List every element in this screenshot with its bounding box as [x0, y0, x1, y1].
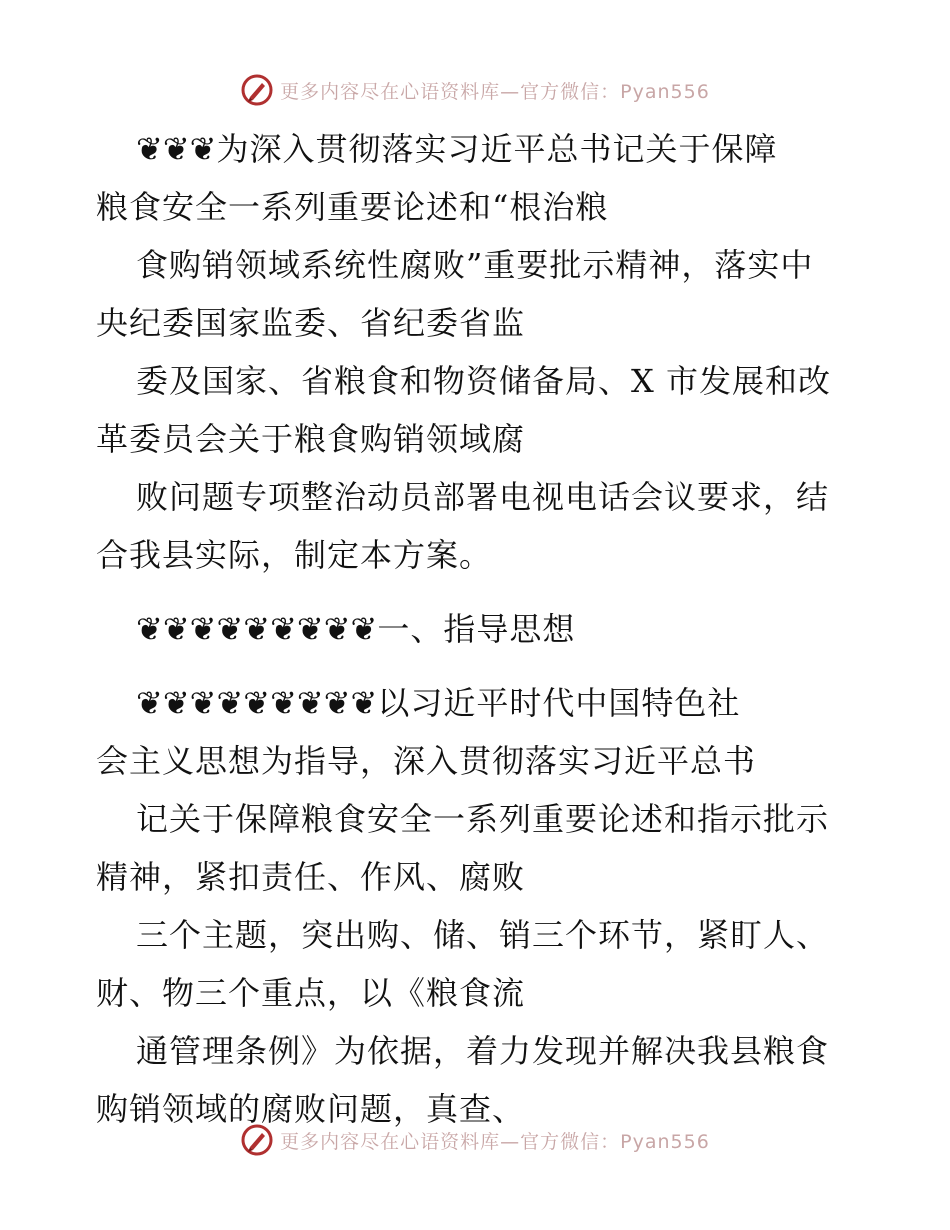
line-text: 食购销领域系统性腐败”重要批示精神，落实中 — [136, 246, 814, 284]
text-line — [96, 674, 856, 732]
line-text: 财、物三个重点，以《粮食流 — [96, 974, 526, 1012]
paragraph-heading-1 — [96, 600, 856, 658]
line-text: 央纪委国家监委、省纪委省监 — [96, 304, 526, 342]
document-body — [96, 120, 856, 1138]
text-line — [96, 964, 856, 1022]
text-line — [96, 178, 856, 236]
watermark-text: 更多内容尽在心语资料库—官方微信：Pyan556 — [280, 80, 710, 103]
watermark-footer — [0, 1120, 950, 1160]
text-line — [96, 1022, 856, 1080]
text-line — [96, 732, 856, 790]
paragraph-guiding-thought — [96, 674, 856, 1138]
line-text: 会主义思想为指导，深入贯彻落实习近平总书 — [96, 742, 757, 780]
text-line — [96, 294, 856, 352]
line-text: 粮食安全一系列重要论述和“根治粮 — [96, 188, 609, 226]
line-text: 购销领域的腐败问题，真查、 — [96, 1090, 526, 1128]
line-text: 记关于保障粮食安全一系列重要论述和指示批示 — [136, 800, 830, 838]
text-line — [96, 848, 856, 906]
line-text: 以习近平时代中国特色社 — [377, 684, 741, 722]
pen-in-circle-icon — [240, 73, 274, 107]
text-line — [96, 468, 856, 526]
fleuron-ornament: ❦❦❦ — [136, 130, 217, 168]
fleuron-ornament: ❦❦❦❦❦❦❦❦❦ — [136, 684, 378, 722]
text-line — [96, 120, 856, 178]
line-text: 精神，紧扣责任、作风、腐败 — [96, 858, 526, 896]
line-text: 败问题专项整治动员部署电视电话会议要求，结 — [136, 478, 830, 516]
paragraph-intro — [96, 120, 856, 584]
text-line — [96, 352, 856, 410]
fleuron-ornament: ❦❦❦❦❦❦❦❦❦ — [136, 610, 378, 648]
line-text: 为深入贯彻落实习近平总书记关于保障 — [216, 130, 778, 168]
line-text: 革委员会关于粮食购销领域腐 — [96, 420, 526, 458]
text-line — [96, 526, 856, 584]
text-line — [96, 410, 856, 468]
line-text: 一、指导思想 — [377, 610, 576, 648]
watermark-header — [0, 70, 950, 110]
line-text: 委及国家、省粮食和物资储备局、X 市发展和改 — [136, 362, 831, 400]
paragraph-gap — [96, 584, 856, 600]
text-line — [96, 790, 856, 848]
line-text: 通管理条例》为依据，着力发现并解决我县粮食 — [136, 1032, 830, 1070]
text-line — [96, 906, 856, 964]
paragraph-gap — [96, 658, 856, 674]
watermark-text: 更多内容尽在心语资料库—官方微信：Pyan556 — [280, 1130, 710, 1153]
text-line — [96, 600, 856, 658]
line-text: 合我县实际，制定本方案。 — [96, 536, 493, 574]
text-line — [96, 236, 856, 294]
line-text: 三个主题，突出购、储、销三个环节，紧盯人、 — [136, 916, 830, 954]
pen-in-circle-icon — [240, 1123, 274, 1157]
